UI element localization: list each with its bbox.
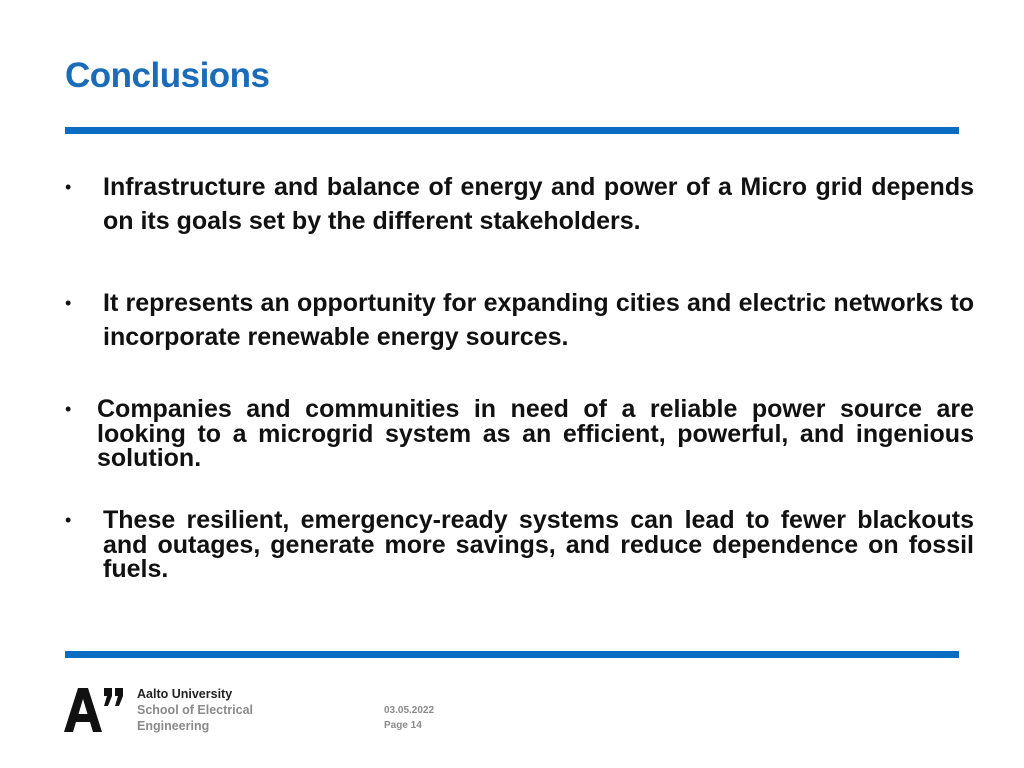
bullet-item (65, 286, 974, 354)
university-logo (64, 688, 253, 734)
bullet-text: Companies and communities in need of a reliable power source are looking to a microgrid system as an efficient, powerful, and ingenious solution. (97, 395, 974, 472)
footer-meta (384, 703, 434, 733)
bottom-divider (65, 651, 959, 658)
logo-wordmark (137, 686, 253, 734)
slide-date: 03.05.2022 (384, 705, 435, 716)
school-name-line1: School of Electrical (137, 703, 254, 717)
slide-title: Conclusions (65, 56, 270, 95)
aalto-a-logo-icon (64, 688, 126, 732)
bullet-text: It represents an opportunity for expanding cities and electric networks to incorporate renewable energy sources. (103, 289, 974, 351)
school-name-line2: Engineering (137, 719, 210, 733)
bullet-marker: • (65, 399, 72, 419)
bullet-marker: • (65, 293, 72, 313)
bullet-marker: • (65, 510, 72, 530)
bullet-text: Infrastructure and balance of energy and power of a Micro grid depends on its goals set by the different stakeholders. (103, 173, 974, 235)
university-name: Aalto University (137, 687, 233, 701)
bullet-item (65, 506, 974, 583)
bullet-item (65, 395, 974, 472)
bullet-item (65, 170, 974, 238)
page-number: Page 14 (384, 720, 422, 731)
bullet-text: These resilient, emergency-ready systems can lead to fewer blackouts and outages, generate more savings, and reduce dependence on fossil fuels. (103, 506, 974, 583)
bullet-marker: • (65, 177, 72, 197)
